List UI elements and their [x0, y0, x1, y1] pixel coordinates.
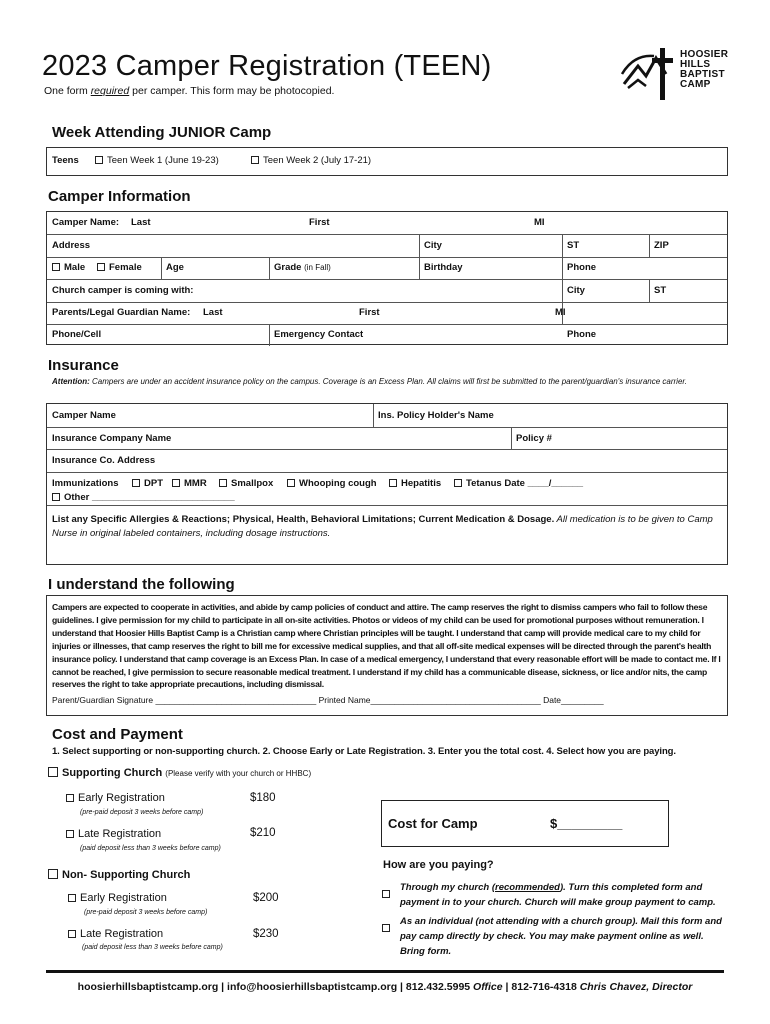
signature-line[interactable]: Parent/Guardian Signature __________________________________ Printed Name____________________________________ Date_________	[52, 695, 604, 705]
insurance-table	[46, 403, 728, 565]
imm-mmr-checkbox[interactable]	[172, 479, 180, 487]
guardian-mi-field[interactable]: MI	[555, 307, 566, 318]
s-early-price: $180	[250, 792, 276, 804]
male-option[interactable]: Male	[52, 262, 85, 273]
n-late-option[interactable]: Late Registration	[68, 928, 163, 940]
state-field[interactable]: ST	[567, 240, 580, 251]
camper-last-field[interactable]: Last	[131, 217, 151, 228]
city-field[interactable]: City	[424, 240, 442, 251]
policy-holder-field[interactable]: Ins. Policy Holder's Name	[378, 410, 494, 421]
ins-camper-name-field[interactable]: Camper Name	[52, 410, 116, 421]
s-early-option[interactable]: Early Registration	[66, 792, 165, 804]
footer-contact: hoosierhillsbaptistcamp.org | info@hoosierhillsbaptistcamp.org | 812.432.5995 Office | 812-716-4318 Chris Chavez, Director	[77, 981, 693, 993]
n-late-price: $230	[253, 928, 279, 940]
s-early-note: (pre-paid deposit 3 weeks before camp)	[80, 809, 204, 816]
church-city-field[interactable]: City	[567, 285, 585, 296]
imm-smallpox-option[interactable]: Smallpox	[219, 478, 273, 489]
imm-other-checkbox[interactable]	[52, 493, 60, 501]
n-early-price: $200	[253, 892, 279, 904]
logo-wordmark: HOOSIER HILLS BAPTIST CAMP	[680, 49, 729, 90]
supporting-church-checkbox[interactable]	[48, 767, 58, 777]
camper-name-label: Camper Name:	[52, 217, 120, 228]
imm-hepatitis-checkbox[interactable]	[389, 479, 397, 487]
cost-for-camp-blank[interactable]: $_________	[550, 816, 623, 831]
page-subtitle: One form required per camper. This form may be photocopied.	[44, 85, 335, 97]
imm-whooping-option[interactable]: Whooping cough	[287, 478, 377, 489]
teen-week1-checkbox[interactable]	[95, 156, 103, 164]
week-box	[46, 147, 728, 176]
mountain-cross-icon	[620, 44, 678, 102]
week-heading: Week Attending JUNIOR Camp	[52, 124, 272, 141]
allergies-field[interactable]: List any Specific Allergies & Reactions; Physical, Health, Behavioral Limitations; Current Medication & Dosage. All medication is to be given to Camp Nurse in original labeled containers, including dosage instructions.	[52, 514, 713, 539]
camper-info-heading: Camper Information	[48, 188, 191, 205]
teen-week2-checkbox[interactable]	[251, 156, 259, 164]
nonsupporting-church-checkbox[interactable]	[48, 869, 58, 879]
footer-rule	[46, 970, 724, 973]
age-field[interactable]: Age	[166, 262, 184, 273]
n-early-option[interactable]: Early Registration	[68, 892, 167, 904]
teen-week1-option[interactable]: Teen Week 1 (June 19-23)	[95, 155, 219, 166]
emergency-phone-field[interactable]: Phone	[567, 329, 597, 340]
guardian-first-field[interactable]: First	[359, 307, 380, 318]
imm-dpt-checkbox[interactable]	[132, 479, 140, 487]
pay-individual-option[interactable]: As an individual (not attending with a church group). Mail this form and pay camp directly by check. You may make payment online as well. Bring form.	[400, 916, 722, 957]
n-late-note: (paid deposit less than 3 weeks before camp)	[82, 944, 223, 951]
imm-tetanus-checkbox[interactable]	[454, 479, 462, 487]
s-late-price: $210	[250, 827, 276, 839]
pay-individual-checkbox[interactable]	[382, 924, 390, 932]
page-title: 2023 Camper Registration (TEEN)	[42, 50, 492, 82]
imm-hepatitis-option[interactable]: Hepatitis	[389, 478, 441, 489]
nonsupporting-church-option[interactable]: Non- Supporting Church	[48, 869, 190, 881]
n-early-note: (pre-paid deposit 3 weeks before camp)	[84, 909, 208, 916]
male-checkbox[interactable]	[52, 263, 60, 271]
guardian-name-label: Parents/Legal Guardian Name:	[52, 307, 191, 318]
cost-for-camp-label: Cost for Camp	[388, 816, 478, 831]
n-late-checkbox[interactable]	[68, 930, 76, 938]
address-field[interactable]: Address	[52, 240, 91, 251]
camper-first-field[interactable]: First	[309, 217, 330, 228]
s-late-note: (paid deposit less than 3 weeks before camp)	[80, 845, 221, 852]
s-late-option[interactable]: Late Registration	[66, 828, 161, 840]
how-pay-heading: How are you paying?	[383, 859, 494, 871]
imm-dpt-option[interactable]: DPT	[132, 478, 163, 489]
cost-steps: 1. Select supporting or non-supporting church. 2. Choose Early or Late Registration. 3. Enter you the total cost. 4. Select how you are paying.	[52, 746, 676, 757]
phone-cell-field[interactable]: Phone/Cell	[52, 329, 102, 340]
pay-church-option[interactable]: Through my church (recommended). Turn this completed form and payment in to your church. Church will make group payment to camp.	[400, 882, 716, 908]
policy-number-field[interactable]: Policy #	[516, 433, 552, 444]
cost-heading: Cost and Payment	[52, 726, 183, 743]
imm-smallpox-checkbox[interactable]	[219, 479, 227, 487]
s-late-checkbox[interactable]	[66, 830, 74, 838]
ins-company-field[interactable]: Insurance Company Name	[52, 433, 172, 444]
guardian-last-field[interactable]: Last	[203, 307, 223, 318]
camper-mi-field[interactable]: MI	[534, 217, 545, 228]
phone-field[interactable]: Phone	[567, 262, 597, 273]
supporting-church-option[interactable]: Supporting Church (Please verify with your church or HHBC)	[48, 767, 311, 779]
imm-other-option[interactable]: Other ___________________________	[52, 492, 235, 503]
insurance-heading: Insurance	[48, 357, 119, 374]
imm-tetanus-option[interactable]: Tetanus Date ____/______	[454, 478, 583, 489]
teen-week2-option[interactable]: Teen Week 2 (July 17-21)	[251, 155, 371, 166]
s-early-checkbox[interactable]	[66, 794, 74, 802]
female-checkbox[interactable]	[97, 263, 105, 271]
grade-field[interactable]: Grade (in Fall)	[274, 262, 331, 273]
imm-mmr-option[interactable]: MMR	[172, 478, 207, 489]
birthday-field[interactable]: Birthday	[424, 262, 463, 273]
cost-for-camp-box[interactable]	[381, 800, 669, 847]
pay-church-checkbox[interactable]	[382, 890, 390, 898]
immunizations-label: Immunizations	[52, 478, 119, 489]
emergency-contact-field[interactable]: Emergency Contact	[274, 329, 364, 340]
camper-info-table	[46, 211, 728, 345]
female-option[interactable]: Female	[97, 262, 142, 273]
agreement-heading: I understand the following	[48, 576, 235, 593]
church-state-field[interactable]: ST	[654, 285, 667, 296]
camp-logo	[620, 44, 730, 102]
church-field[interactable]: Church camper is coming with:	[52, 285, 194, 296]
insurance-attention: Attention: Campers are under an accident insurance policy on the campus. Coverage is an Excess Plan. All claims will first be submitted to the parent/guardian's insurance carrier.	[52, 377, 687, 386]
teens-label: Teens	[52, 155, 79, 166]
agreement-text: Campers are expected to cooperate in activities, and abide by camp policies of conduct and attire. The camp reserves the right to dismiss campers who fail to follow these guidelines. I give permission for my child to participate in all on-site activities. Photos or videos of my child can be used for promotional purposes without remuneration. I understand that Hoosier Hills Baptist Camp is a Christian camp where Christian principles will be taught. I understand that camp will provide medical care to my child for injuries or illnesses, that camp reserves the right to bill me for excessive medical supplies, and that all off-site medical expenses will be directed through the parent's health insurance policy. I understand that camp coverage is an Excess Plan. In case of a medical emergency, I understand that every reasonable effort will be made to contact me. If I cannot be reached, I give permission to secure reasonable medical treatment. I understand if my child has a communicable disease, sickness, or lice and/or nits, the camp reserves the right to take appropriate precautions, including dismissal.	[52, 602, 721, 690]
n-early-checkbox[interactable]	[68, 894, 76, 902]
imm-whooping-checkbox[interactable]	[287, 479, 295, 487]
zip-field[interactable]: ZIP	[654, 240, 669, 251]
ins-address-field[interactable]: Insurance Co. Address	[52, 455, 156, 466]
